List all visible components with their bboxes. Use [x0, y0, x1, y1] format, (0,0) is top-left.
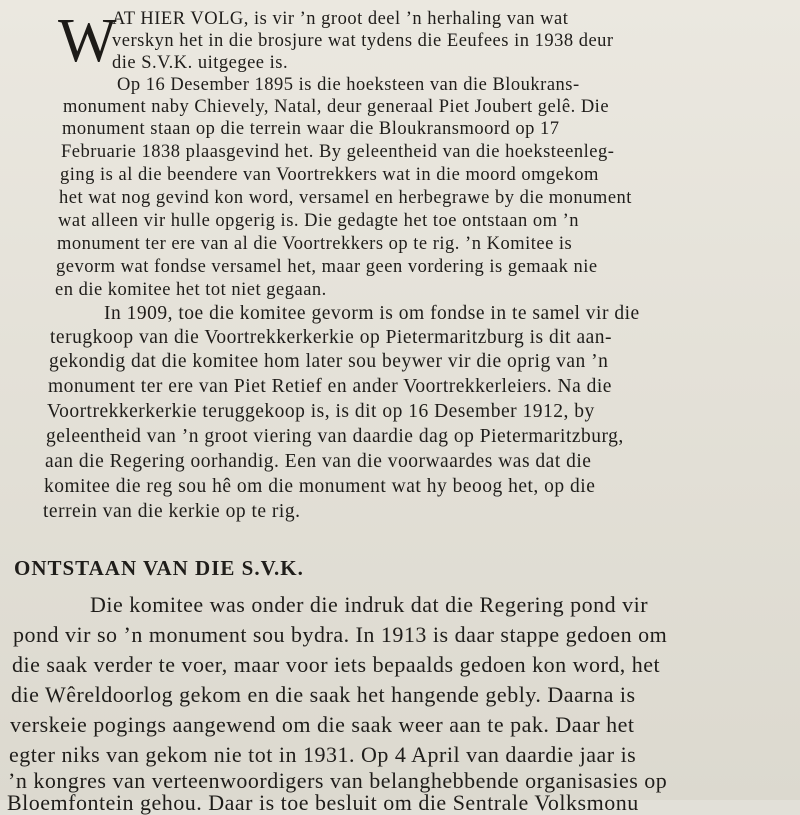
text-line: Op 16 Desember 1895 is die hoeksteen van die Bloukrans- [117, 75, 580, 95]
text-line: monument ter ere van Piet Retief en ander Voortrekkerleiers. Na die [48, 376, 612, 397]
section-heading: ONTSTAAN VAN DIE S.V.K. [14, 556, 304, 581]
text-line: monument staan op die terrein waar die Bloukransmoord op 17 [62, 119, 560, 139]
text-line: terugkoop van die Voortrekkerkerkie op Pietermaritzburg is dit aan- [50, 327, 613, 348]
text-line: verskeie pogings aangewend om die saak weer aan te pak. Daar het [10, 712, 635, 737]
text-line: geleentheid van ’n groot viering van daardie dag op Pietermaritzburg, [46, 426, 624, 447]
text-line: gevorm wat fondse versamel het, maar geen vordering is gemaak nie [56, 257, 598, 277]
text-line: Voortrekkerkerkie teruggekoop is, is dit op 16 Desember 1912, by [47, 401, 595, 422]
text-line: wat alleen vir hulle opgerig is. Die gedagte het toe ontstaan om ’n [58, 211, 580, 231]
text-line: In 1909, toe die komitee gevorm is om fondse in te samel vir die [104, 303, 640, 324]
text-line: gekondig dat die komitee hom later sou beywer vir die oprig van ’n [49, 351, 609, 372]
text-line: monument ter ere van al die Voortrekkers op te rig. ’n Komitee is [57, 234, 573, 254]
text-line: monument naby Chievely, Natal, deur generaal Piet Joubert gelê. Die [63, 97, 610, 117]
text-line: Bloemfontein gehou. Daar is toe besluit om die Sentrale Volksmonu [7, 790, 639, 815]
text-line: die Wêreldoorlog gekom en die saak het hangende gebly. Daarna is [11, 682, 636, 707]
drop-cap: W [58, 7, 117, 75]
text-line: pond vir so ’n monument sou bydra. In 1913 is daar stappe gedoen om [13, 622, 668, 647]
text-line: het wat nog gevind kon word, versamel en herbegrawe by die monument [59, 188, 632, 208]
text-line: die saak verder te voer, maar voor iets bepaalds gedoen kon word, het [12, 652, 661, 677]
text-line: ’n kongres van verteenwoordigers van belanghebbende organisasies op [8, 768, 668, 793]
text-line: aan die Regering oorhandig. Een van die voorwaardes was dat die [45, 451, 592, 472]
text-line: komitee die reg sou hê om die monument wat hy beoog het, op die [44, 476, 596, 497]
text-line: Die komitee was onder die indruk dat die Regering pond vir [90, 592, 649, 617]
text-line: ging is al die beendere van Voortrekkers wat in die moord omgekom [60, 165, 599, 185]
text-line: terrein van die kerkie op te rig. [43, 501, 301, 522]
text-line: verskyn het in die brosjure wat tydens die Eeufees in 1938 deur [112, 31, 614, 51]
text-line: AT HIER VOLG, is vir ’n groot deel ’n herhaling van wat [112, 9, 569, 29]
text-line: die S.V.K. uitgegee is. [112, 53, 289, 73]
text-line: en die komitee het tot niet gegaan. [55, 280, 327, 300]
text-line: Februarie 1838 plaasgevind het. By geleentheid van die hoeksteenleg- [61, 142, 615, 162]
text-line: egter niks van gekom nie tot in 1931. Op 4 April van daardie jaar is [9, 742, 637, 767]
